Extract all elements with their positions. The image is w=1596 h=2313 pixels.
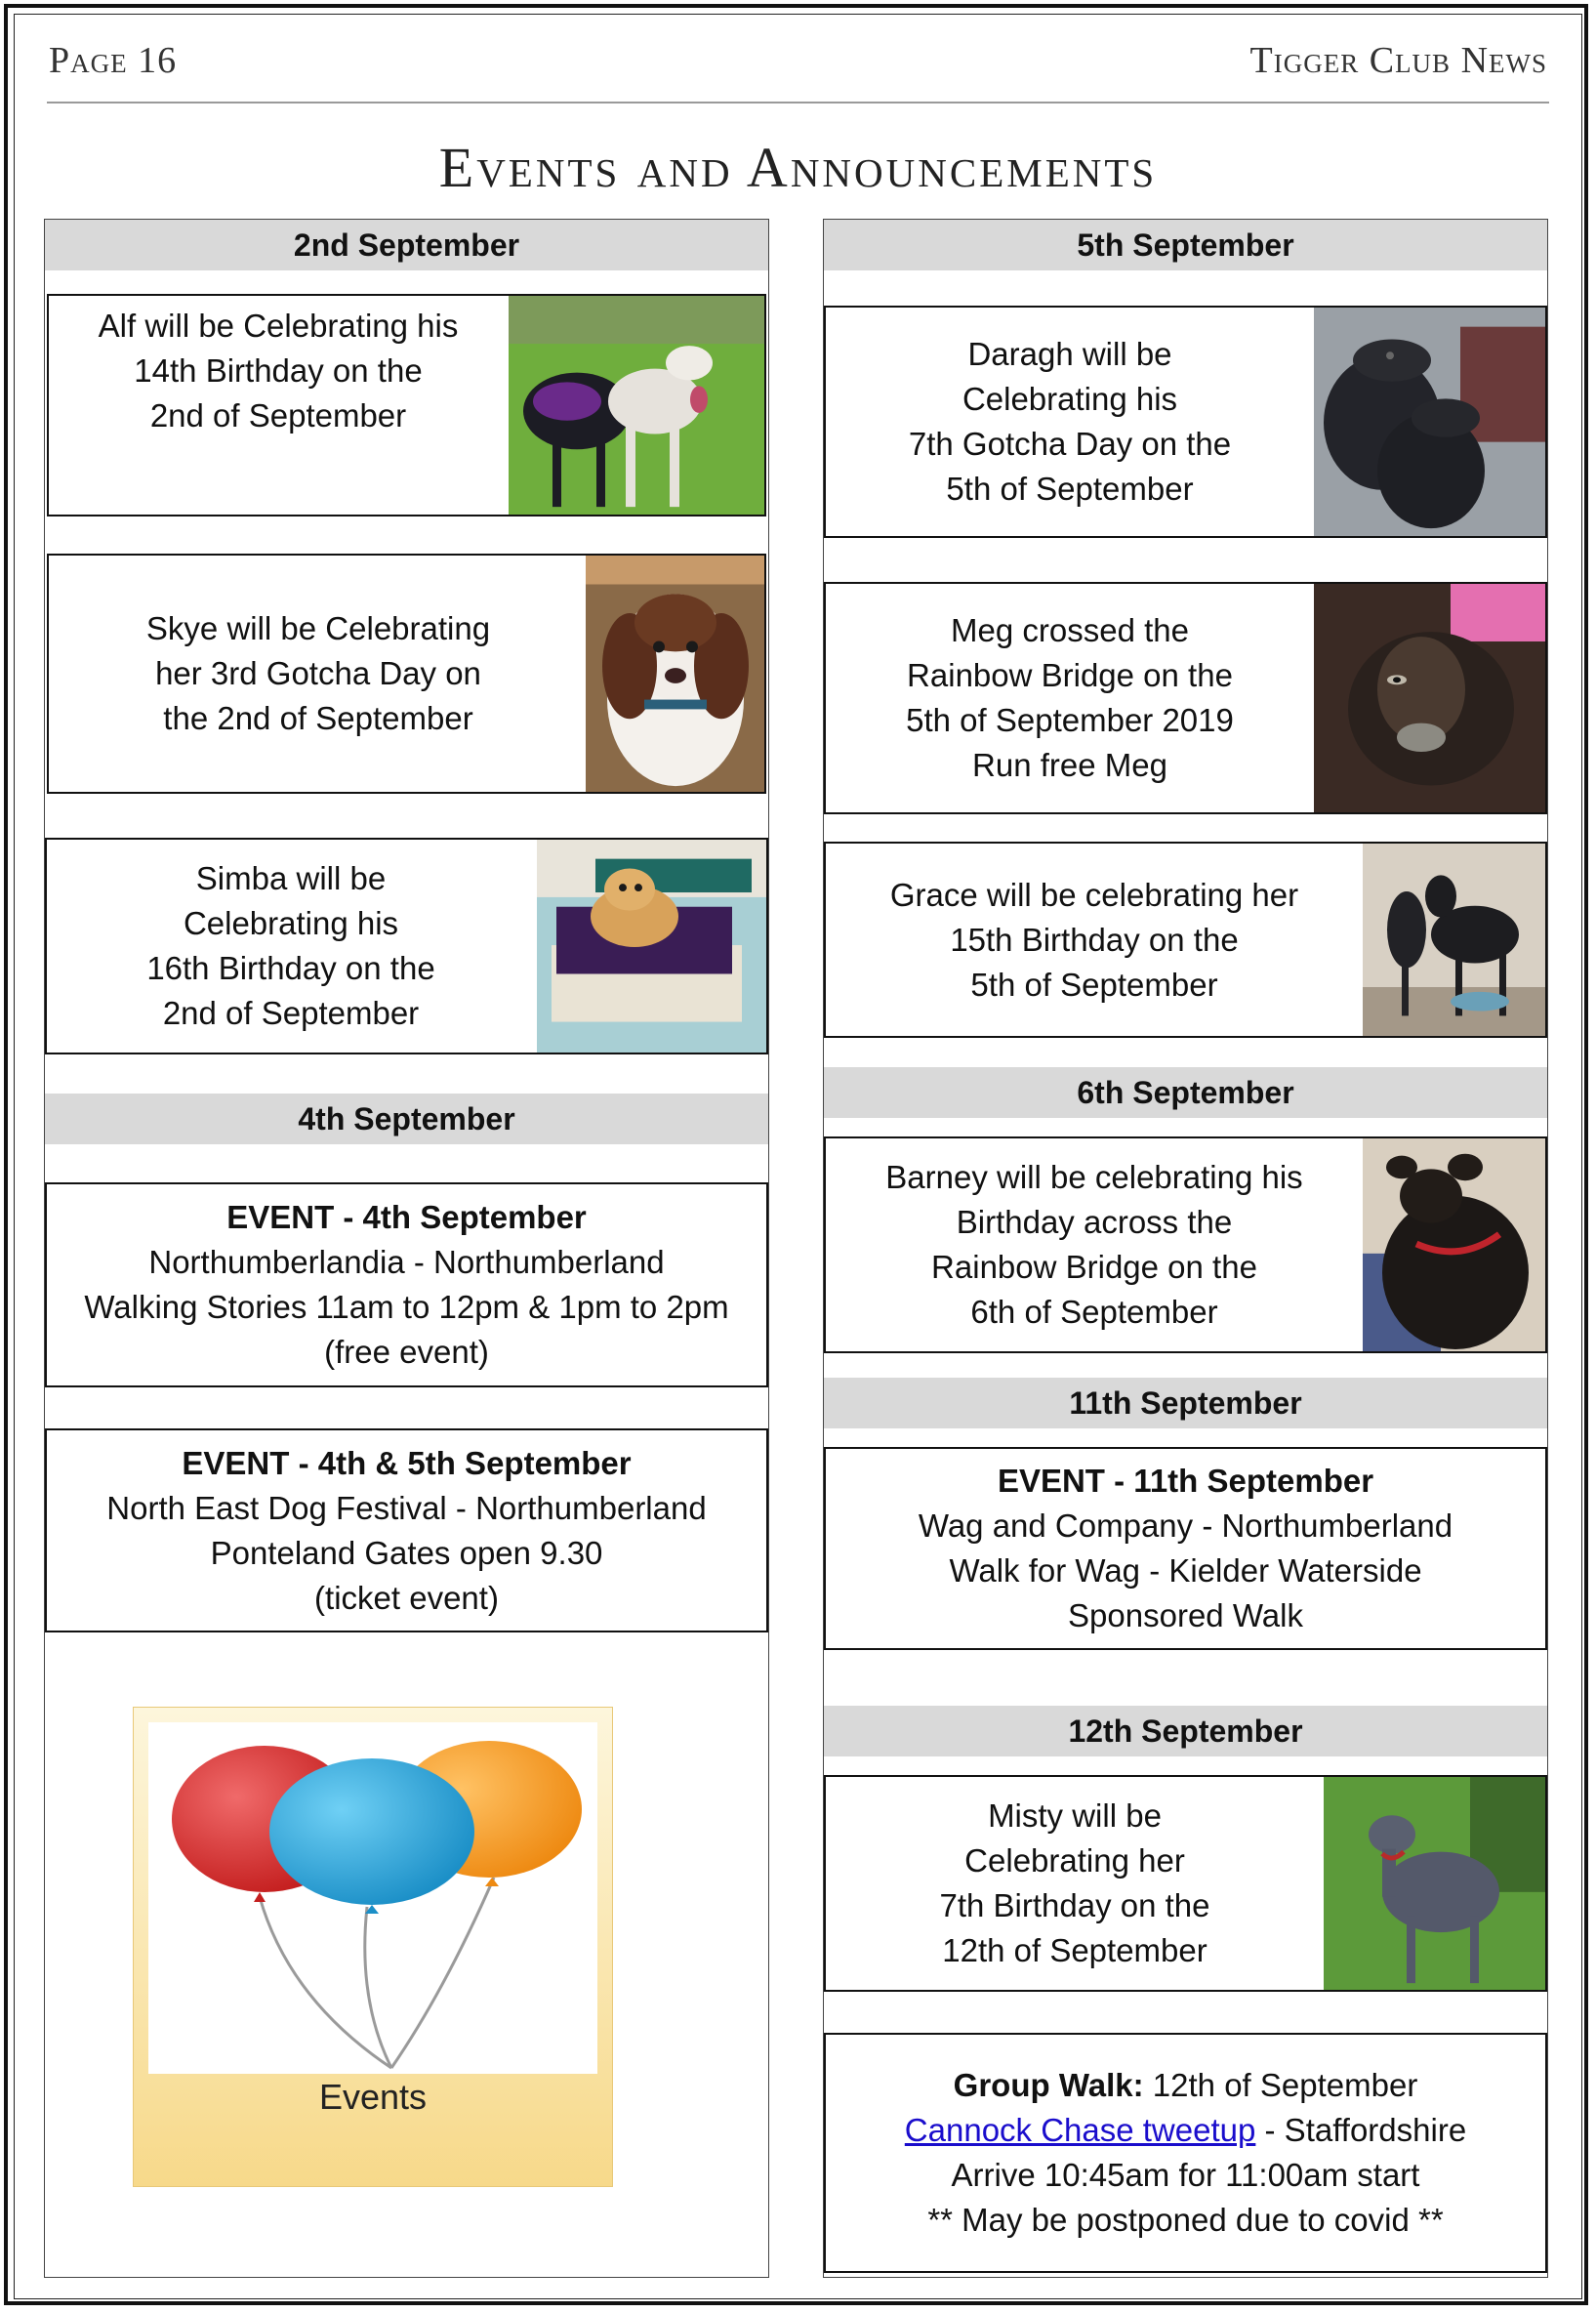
group-walk-arrive: Arrive 10:45am for 11:00am start [951,2157,1420,2193]
photo-barney-greyhound [1363,1138,1545,1351]
page-number: Page 16 [49,40,178,81]
event-11th-september [824,1447,1547,1650]
group-walk-note: ** May be postponed due to covid ** [927,2202,1444,2238]
announcement-text: Misty will be Celebrating her 7th Birthday on the 12th of September [939,1797,1210,1968]
event-details: Wag and Company - Northumberland Walk for Wag - Kielder Waterside Sponsored Walk [918,1508,1453,1633]
cannock-chase-tweetup-link[interactable]: Cannock Chase tweetup [904,2112,1256,2148]
event-title: EVENT - 4th September [226,1199,587,1235]
event-title: EVENT - 4th & 5th September [182,1444,632,1481]
announcement-daragh [824,306,1547,538]
group-walk-announcement [824,2033,1547,2273]
announcement-text: Grace will be celebrating her 15th Birthday on the 5th of September [889,876,1299,1003]
announcement-simba [45,838,768,1054]
publication-name: Tigger Club News [1249,40,1547,81]
announcement-alf [47,294,766,516]
date-band-5th-september: 5th September [824,220,1547,270]
event-title: EVENT - 11th September [997,1463,1374,1499]
announcement-grace [824,842,1547,1038]
announcement-text: Skye will be Celebrating her 3rd Gotcha Day on the 2nd of September [145,610,491,736]
photo-misty-greyhound [1324,1777,1545,1990]
photo-meg-greyhound [1314,584,1545,812]
right-column [823,219,1548,2278]
date-band-6th-september: 6th September [824,1067,1547,1118]
date-band-2nd-september: 2nd September [45,220,768,270]
group-walk-content [826,2035,1545,2271]
photo-daragh-greyhounds [1314,308,1545,536]
date-band-12th-september: 12th September [824,1706,1547,1756]
announcement-text: Barney will be celebrating his Birthday across the Rainbow Bridge on the 6th of September [885,1159,1303,1330]
group-walk-line1 [954,2063,1418,2108]
date-band-11th-september: 11th September [824,1378,1547,1428]
announcement-text: Alf will be Celebrating his 14th Birthday on the 2nd of September [98,308,459,434]
group-walk-date: 12th of September [1143,2067,1418,2103]
events-image-label: Events [318,2077,428,2117]
photo-skye-spaniel [586,556,764,792]
group-walk-line2 [905,2108,1466,2153]
announcement-text: Meg crossed the Rainbow Bridge on the 5th of September 2019 Run free Meg [906,612,1234,783]
announcement-misty [824,1775,1547,1992]
announcement-meg [824,582,1547,814]
announcement-barney [824,1136,1547,1353]
event-4th-september [45,1182,768,1387]
event-content [826,1449,1545,1648]
event-content [47,1184,766,1385]
date-band-4th-september: 4th September [45,1094,768,1144]
header-rule [47,102,1549,103]
event-details: Northumberlandia - Northumberland Walking Stories 11am to 12pm & 1pm to 2pm (free event) [84,1244,729,1370]
photo-simba-dog [537,840,766,1053]
event-details: North East Dog Festival - Northumberland Ponteland Gates open 9.30 (ticket event) [106,1489,707,1616]
group-walk-location: - Staffordshire [1255,2112,1467,2148]
announcement-skye [47,554,766,794]
announcement-text: Simba will be Celebrating his 16th Birthday on the 2nd of September [146,860,435,1031]
photo-grace-greyhounds [1363,844,1545,1036]
photo-alf-dogs [509,296,764,515]
page-title: Events and Announcements [438,136,1158,199]
announcement-text: Daragh will be Celebrating his 7th Gotcha Day on the 5th of September [908,336,1232,507]
event-4th-5th-september [45,1428,768,1632]
group-walk-label: Group Walk: [953,2067,1144,2103]
event-content [47,1430,766,1631]
